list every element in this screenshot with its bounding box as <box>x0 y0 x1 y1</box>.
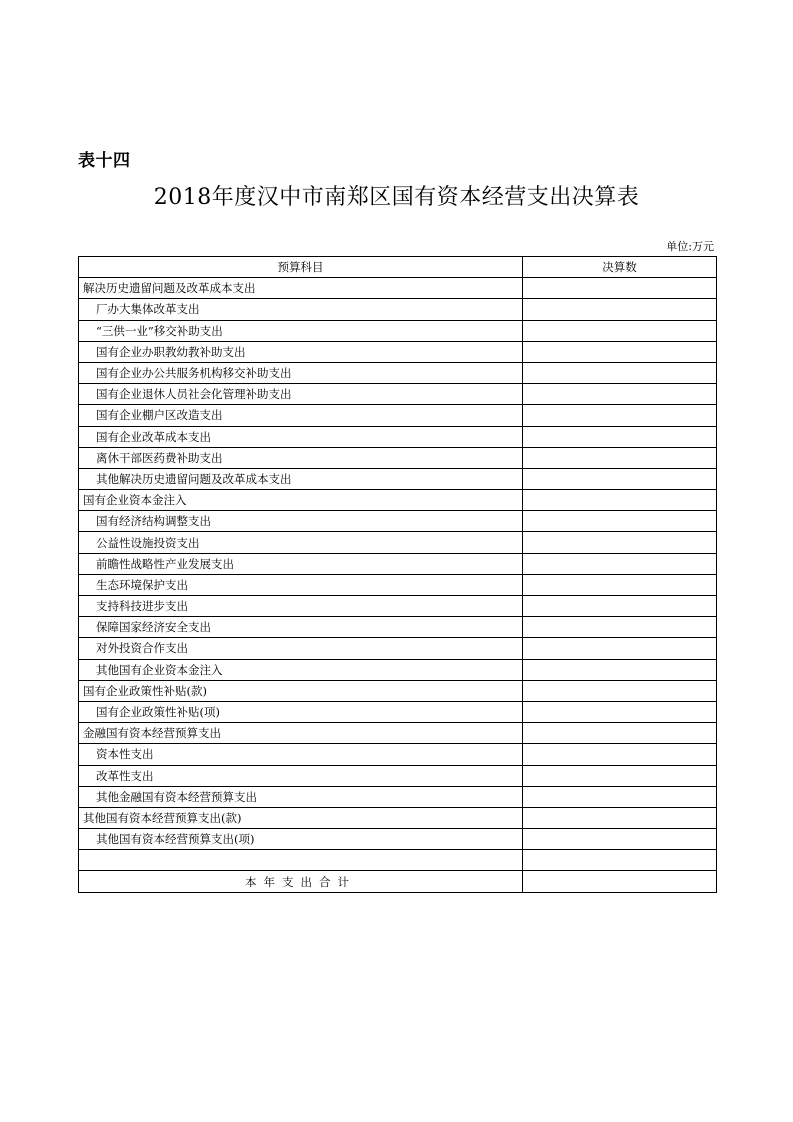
budget-item-name: 国有企业改革成本支出 <box>79 426 523 447</box>
final-amount-cell <box>523 490 717 511</box>
budget-item-name: 国有企业政策性补贴(项) <box>79 701 523 722</box>
table-row <box>79 553 717 574</box>
table-row <box>79 511 717 532</box>
table-row <box>79 320 717 341</box>
final-amount-cell <box>523 511 717 532</box>
table-row <box>79 680 717 701</box>
final-amount-cell <box>523 850 717 871</box>
table-row <box>79 490 717 511</box>
budget-item-name: 国有企业棚户区改造支出 <box>79 405 523 426</box>
budget-item-name: 公益性设施投资支出 <box>79 532 523 553</box>
table-row <box>79 278 717 299</box>
budget-item-name: 其他国有资本经营预算支出(款) <box>79 807 523 828</box>
final-amount-cell <box>523 468 717 489</box>
document-title: 2018年度汉中市南郑区国有资本经营支出决算表 <box>153 185 640 210</box>
table-row <box>79 744 717 765</box>
total-row <box>79 871 717 892</box>
total-label: 本年支出合计 <box>79 871 523 892</box>
budget-item-name: 资本性支出 <box>79 744 523 765</box>
final-amount-cell <box>523 617 717 638</box>
budget-item-name: 支持科技进步支出 <box>79 596 523 617</box>
budget-item-name: 生态环境保护支出 <box>79 574 523 595</box>
budget-item-name: 其他金融国有资本经营预算支出 <box>79 786 523 807</box>
final-amount-cell <box>523 574 717 595</box>
final-amount-cell <box>523 320 717 341</box>
table-row <box>79 299 717 320</box>
final-amount-cell <box>523 638 717 659</box>
table-row <box>79 362 717 383</box>
budget-item-name: 国有企业资本金注入 <box>79 490 523 511</box>
table-row <box>79 807 717 828</box>
budget-item-name: 国有企业退休人员社会化管理补助支出 <box>79 384 523 405</box>
budget-item-name: 国有企业政策性补贴(款) <box>79 680 523 701</box>
table-row <box>79 638 717 659</box>
table-header-row <box>79 257 717 278</box>
budget-item-name: 解决历史遗留问题及改革成本支出 <box>79 278 523 299</box>
budget-item-name: 其他国有企业资本金注入 <box>79 659 523 680</box>
table-row <box>79 701 717 722</box>
final-amount-cell <box>523 384 717 405</box>
table-row <box>79 426 717 447</box>
column-header-final-amount: 决算数 <box>523 257 717 278</box>
final-amount-cell <box>523 426 717 447</box>
table-row <box>79 850 717 871</box>
budget-item-name: 离休干部医药费补助支出 <box>79 447 523 468</box>
final-amount-cell <box>523 701 717 722</box>
unit-label: 单位:万元 <box>666 240 714 253</box>
table-body <box>79 278 717 871</box>
column-header-budget-item: 预算科目 <box>79 257 523 278</box>
budget-item-name: 改革性支出 <box>79 765 523 786</box>
budget-item-name: 国有企业办公共服务机构移交补助支出 <box>79 362 523 383</box>
budget-item-name <box>79 850 523 871</box>
table-number-label: 表十四 <box>78 151 131 171</box>
budget-item-name: 国有经济结构调整支出 <box>79 511 523 532</box>
final-amount-cell <box>523 680 717 701</box>
table-row <box>79 723 717 744</box>
budget-item-name: 前瞻性战略性产业发展支出 <box>79 553 523 574</box>
table-row <box>79 829 717 850</box>
table-row <box>79 468 717 489</box>
budget-item-name: 对外投资合作支出 <box>79 638 523 659</box>
table-row <box>79 596 717 617</box>
final-amount-cell <box>523 723 717 744</box>
final-amount-cell <box>523 532 717 553</box>
total-amount-cell <box>523 871 717 892</box>
budget-item-name: 国有企业办职教幼教补助支出 <box>79 341 523 362</box>
budget-item-name: 其他解决历史遗留问题及改革成本支出 <box>79 468 523 489</box>
budget-expenditure-table <box>78 256 717 893</box>
final-amount-cell <box>523 447 717 468</box>
budget-item-name: “三供一业”移交补助支出 <box>79 320 523 341</box>
final-amount-cell <box>523 765 717 786</box>
final-amount-cell <box>523 362 717 383</box>
table-row <box>79 341 717 362</box>
final-amount-cell <box>523 807 717 828</box>
table-row <box>79 617 717 638</box>
final-amount-cell <box>523 659 717 680</box>
final-amount-cell <box>523 341 717 362</box>
budget-item-name: 保障国家经济安全支出 <box>79 617 523 638</box>
budget-item-name: 厂办大集体改革支出 <box>79 299 523 320</box>
table-row <box>79 447 717 468</box>
final-amount-cell <box>523 744 717 765</box>
table-row <box>79 405 717 426</box>
table-row <box>79 659 717 680</box>
table-row <box>79 765 717 786</box>
final-amount-cell <box>523 596 717 617</box>
table-row <box>79 532 717 553</box>
table-row <box>79 786 717 807</box>
budget-item-name: 其他国有资本经营预算支出(项) <box>79 829 523 850</box>
table-row <box>79 384 717 405</box>
final-amount-cell <box>523 829 717 850</box>
final-amount-cell <box>523 299 717 320</box>
budget-item-name: 金融国有资本经营预算支出 <box>79 723 523 744</box>
final-amount-cell <box>523 786 717 807</box>
final-amount-cell <box>523 278 717 299</box>
table-row <box>79 574 717 595</box>
final-amount-cell <box>523 405 717 426</box>
final-amount-cell <box>523 553 717 574</box>
